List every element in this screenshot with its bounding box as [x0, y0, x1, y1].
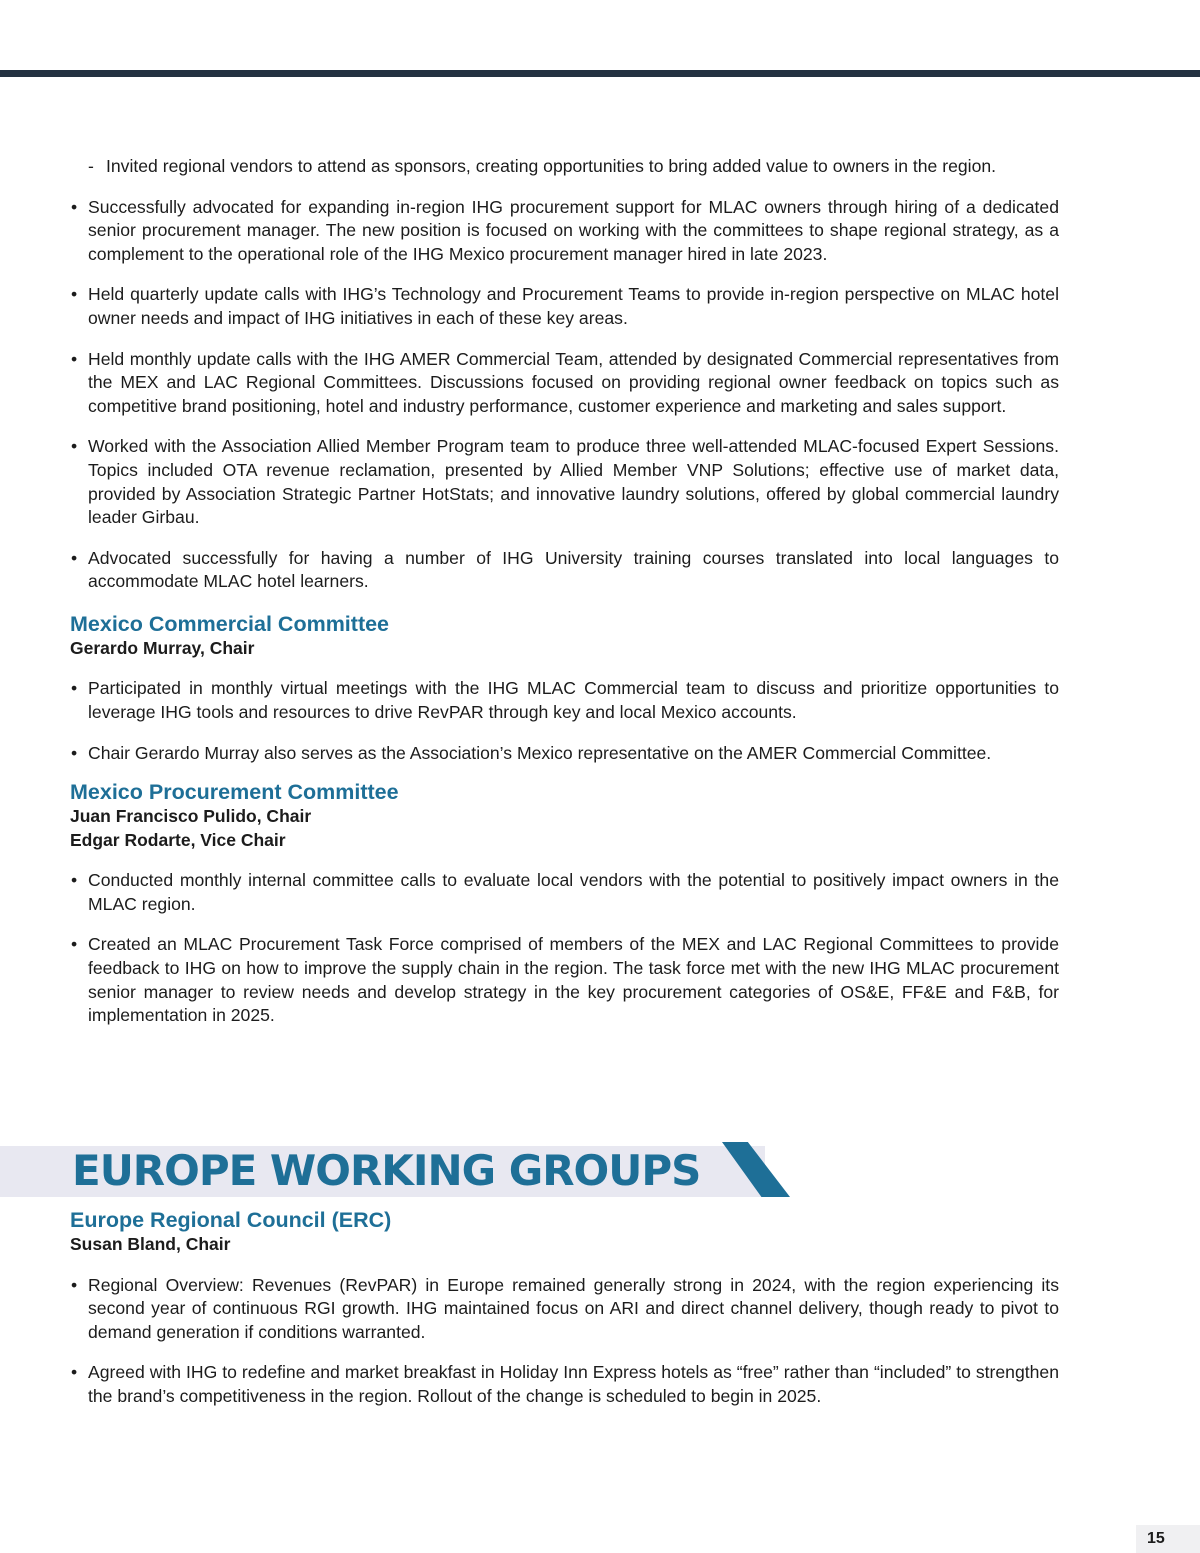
section-heading-europe-council: Europe Regional Council (ERC) [70, 1208, 392, 1232]
europe-council-list [70, 1274, 1059, 1409]
vice-chair-name: Edgar Rodarte, Vice Chair [70, 829, 286, 850]
list-item: • Regional Overview: Revenues (RevPAR) in Europe remained generally strong in 2024, with the region experiencing its second year of continuous RGI growth. IHG maintained focus on ARI and direct channel delivery, though ready to pivot to demand generation if conditions warranted. [70, 1274, 1059, 1345]
list-item: • Participated in monthly virtual meetings with the IHG MLAC Commercial team to discuss and prioritize opportunities to leverage IHG tools and resources to drive RevPAR through key and local Mexico accounts. [70, 677, 1059, 724]
main-content [70, 155, 1059, 1028]
header-rule [0, 70, 1200, 77]
banner-title: EUROPE WORKING GROUPS [72, 1146, 701, 1195]
list-item: • Successfully advocated for expanding in-region IHG procurement support for MLAC owners through hiring of a dedicated senior procurement manager. The new position is focused on working with the committees to shape regional strategy, as a complement to the operational role of the IHG Mexico procurement manager hired in late 2023. [70, 196, 1059, 267]
section-heading-mexico-commercial: Mexico Commercial Committee [70, 611, 390, 636]
mexico-procurement-list [70, 869, 1059, 1028]
mlac-bullet-list [70, 196, 1059, 594]
page-number: 15 [1136, 1525, 1200, 1553]
list-item: • Chair Gerardo Murray also serves as the Association’s Mexico representative on the AMER Commercial Committee. [70, 742, 1059, 766]
chair-name: Juan Francisco Pulido, Chair [70, 806, 312, 827]
list-item: • Advocated successfully for having a number of IHG University training courses translated into local languages to accommodate MLAC hotel learners. [70, 547, 1059, 594]
chair-name: Susan Bland, Chair [70, 1234, 231, 1254]
chair-name: Gerardo Murray, Chair [70, 637, 255, 658]
europe-banner [0, 1142, 790, 1197]
list-item: • Created an MLAC Procurement Task Force comprised of members of the MEX and LAC Regional Committees to provide feedback to IHG on how to improve the supply chain in the region. The task force met with the new IHG MLAC procurement senior manager to review needs and develop strategy in the key procurement categories of OS&E, FF&E and F&B, for implementation in 2025. [70, 933, 1059, 1027]
section-heading-mexico-procurement: Mexico Procurement Committee [70, 780, 399, 805]
mexico-commercial-list [70, 677, 1059, 765]
list-item: • Held monthly update calls with the IHG AMER Commercial Team, attended by designated Commercial representatives from the MEX and LAC Regional Committees. Discussions focused on providing regional owner feedback on topics such as competitive brand positioning, hotel and industry performance, customer experience and marketing and sales support. [70, 348, 1059, 419]
dash-list-item: - Invited regional vendors to attend as sponsors, creating opportunities to bring added value to owners in the region. [70, 155, 1059, 179]
dash-marker: - [88, 156, 94, 176]
list-item: • Held quarterly update calls with IHG’s Technology and Procurement Teams to provide in-region perspective on MLAC hotel owner needs and impact of IHG initiatives in each of these key areas. [70, 283, 1059, 330]
europe-content [70, 1207, 1059, 1408]
list-item: • Conducted monthly internal committee calls to evaluate local vendors with the potential to positively impact owners in the MLAC region. [70, 869, 1059, 916]
list-item: • Agreed with IHG to redefine and market breakfast in Holiday Inn Express hotels as “free” rather than “included” to strengthen the brand’s competitiveness in the region. Rollout of the change is scheduled to begin in 2025. [70, 1361, 1059, 1408]
list-item: • Worked with the Association Allied Member Program team to produce three well-attended MLAC-focused Expert Sessions. Topics included OTA revenue reclamation, presented by Allied Member VNP Solutions; effective use of market data, provided by Association Strategic Partner HotStats; and innovative laundry solutions, offered by global commercial laundry leader Girbau. [70, 435, 1059, 529]
